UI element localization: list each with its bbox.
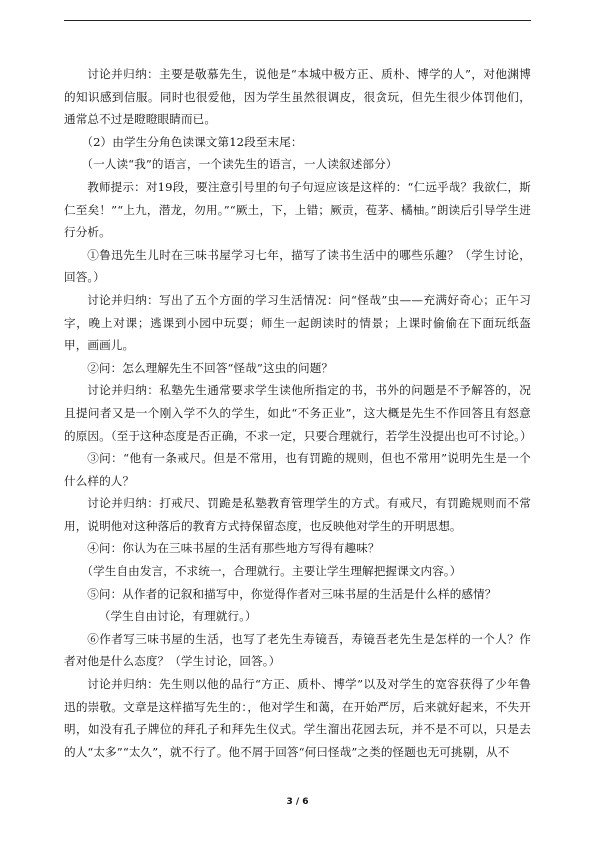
paragraph: ⑥作者写三味书屋的生活，也写了老先生寿镜吾，寿镜吾老先生是怎样的一个人？作者对他是什么态度？（学生讨论，回答。）	[64, 631, 531, 669]
paragraph: （学生自由发言，不求统一，合理就行。主要让学生理解把握课文内容。）	[81, 564, 462, 579]
paragraph: ④问：你认为在三味书屋的生活有那些地方写得有趣味？	[87, 541, 380, 556]
page-number: 3 / 6	[286, 797, 309, 807]
paragraph: （一人读“我”的语言，一个读先生的语言，一人读叙述部分）	[81, 157, 398, 172]
document-body	[64, 63, 531, 763]
paragraph: ①鲁迅先生儿时在三味书屋学习七年，描写了读书生活中的哪些乐趣？（学生讨论，回答。）	[64, 247, 531, 285]
paragraph: 教师提示：对19段，要注意引号里的句子句逗应该是这样的：“仁远乎哉？我欲仁，斯仁至矣！”“上九，潜龙，勿用。”“厥土，下，上错；厥贡，苞茅、橘柚。”朗读后引导学生进行分析。	[64, 179, 531, 240]
paragraph: ⑤问：从作者的记叙和描写中，你觉得作者对三味书屋的生活是什么样的感情？	[87, 586, 497, 601]
paragraph: ②问：怎么理解先生不回答“怪哉”这虫的问题？	[87, 360, 334, 375]
paragraph: 讨论并归纳：写出了五个方面的学习生活情况：问“怪哉”虫——充满好奇心；正午习字，晚上对课；逃课到小园中玩耍；师生一起朗读时的情景；上课时偷偷在下面玩纸盔甲，画画儿。	[64, 292, 531, 353]
paragraph: 讨论并归纳：主要是敬慕先生，说他是“本城中极方正、质朴、博学的人”，对他渊博的知识感到信服。同时也很爱他，因为学生虽然很调皮，很贪玩，但先生很少体罚他们，通常总不过是瞪瞪眼睛而已。	[64, 67, 531, 127]
paragraph: （学生自由讨论，有理就行。）	[98, 609, 257, 624]
paragraph: 讨论并归纳：先生则以他的品行“方正、质朴、博学”以及对学生的宽容获得了少年鲁迅的崇敬。文章是这样描写先生的：，他对学生和蔼，在开始严厉，后来就好起来，不失开明，如没有孔子牌位的拜孔子和拜先生仪式。学生溜出花园去玩，并不是不可以，只是去的人“太多”“太久”，就不行了。他不屑于回答“何曰怪哉”之类的怪题也无可挑剔，从不	[64, 677, 531, 759]
paragraph: 讨论并归纳：私塾先生通常要求学生读他所指定的书，书外的问题是不予解答的，况且提问者又是一个刚入学不久的学生，如此“不务正业”，这大概是先生不作回答且有怒意的原因。（至于这种态度是否正确，不求一定，只要合理就行，若学生没提出也可不讨论。）	[64, 383, 532, 443]
header-rule	[64, 20, 531, 21]
paragraph: （2）由学生分角色读课文第12段至末尾：	[81, 134, 303, 149]
paragraph: ③问：“他有一条戒尺。但是不常用，也有罚跪的规则，但也不常用”说明先生是一个什么样的人？	[64, 451, 531, 488]
paragraph: 讨论并归纳：打戒尺、罚跪是私塾教育管理学生的方式。有戒尺，有罚跪规则而不常用，说明他对这种落后的教育方式持保留态度，也反映他对学生的开明思想。	[64, 496, 531, 533]
